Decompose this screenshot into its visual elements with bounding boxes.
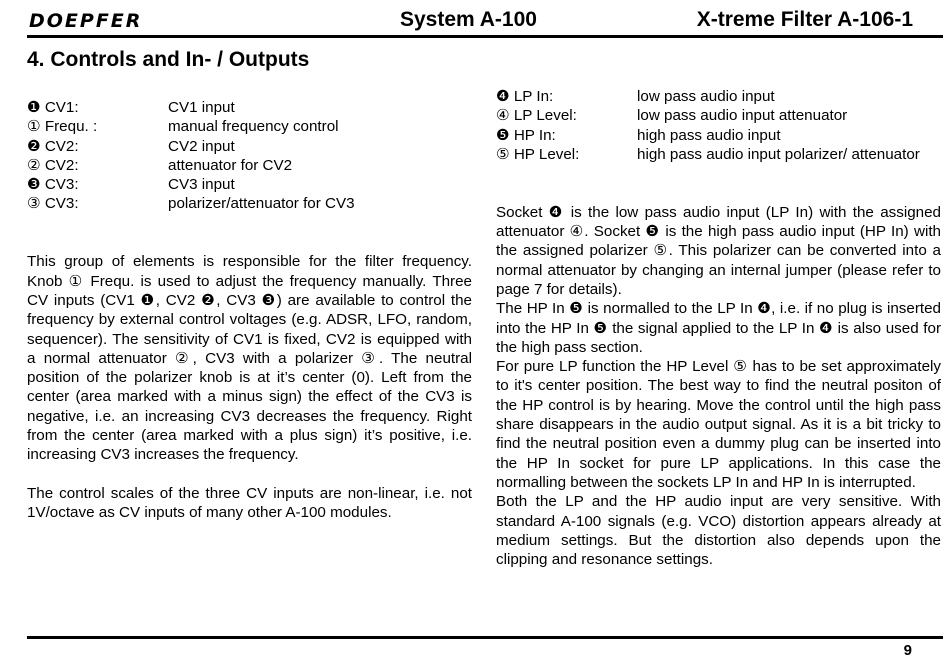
page-header: [27, 4, 943, 38]
control-row: [496, 126, 941, 145]
control-term: ❷ CV2:: [27, 137, 79, 155]
model-title: X-treme Filter A-106-1: [696, 8, 913, 31]
control-row: [27, 194, 472, 213]
normalling-paragraph: The HP In ❺ is normalled to the LP In ❹, i.e. if no plug is inserted into the HP In ❺ the signal applied to the LP In ❹ is also used for the high pass section.: [496, 300, 941, 356]
control-desc: CV3 input: [168, 176, 235, 194]
control-desc: CV2 input: [168, 137, 235, 155]
control-desc: CV1 input: [168, 99, 235, 116]
control-desc: attenuator for CV2: [168, 156, 293, 174]
scales-paragraph: The control scales of the three CV inputs are non-linear, i.e. not 1V/octave as CV inputs of many other A-100 modules.: [27, 484, 472, 522]
header-rule: [27, 35, 943, 38]
system-title: System A-100: [400, 8, 537, 31]
control-term: ❺ HP In:: [496, 126, 556, 144]
section-title: 4. Controls and In- / Outputs: [27, 48, 310, 71]
left-controls-list: [27, 98, 472, 214]
control-term: ⑤ HP Level:: [496, 145, 580, 163]
footer-rule: [27, 636, 943, 639]
control-desc: low pass audio input attenuator: [637, 107, 848, 125]
frequency-paragraph: This group of elements is responsible for the filter frequency. Knob ① Frequ. is used to adjust the frequency manually. Three CV inputs (CV1 ❶, CV2 ❷, CV3 ❸) are available to control the frequency by external control voltages (e.g. ADSR, LFO, random, sequencer). The sensitivity of CV1 is fixed, CV2 is equipped with a normal attenuator ②, CV3 with a polarizer ③. The neutral position of the polarizer knob is at it’s center (0). Left from the center (area marked with a minus sign) the effect of the CV3 is negative, i.e. an increasing CV3 decreases the frequency. Right from the center (area marked with a plus sign) it’s positive, i.e. increasing CV3 increases the frequency.: [27, 253, 472, 464]
brand-logo: DOEPFER: [29, 10, 143, 32]
right-controls-list: [496, 87, 941, 164]
control-term: ❹ LP In:: [496, 88, 554, 105]
control-row: [27, 156, 472, 175]
control-term: ④ LP Level:: [496, 107, 577, 125]
control-desc: polarizer/attenuator for CV3: [168, 195, 355, 213]
control-term: ❶ CV1:: [27, 99, 79, 116]
sensitivity-paragraph: Both the LP and the HP audio input are very sensitive. With standard A-100 signals (e.g. VCO) distortion appears already at medium settings. But the distortion also depends upon the clipping and resonance settings.: [496, 493, 941, 569]
control-desc: manual frequency control: [168, 118, 339, 136]
control-row: [27, 175, 472, 194]
page-number: 9: [903, 642, 912, 659]
control-row: [496, 87, 941, 106]
control-term: ③ CV3:: [27, 195, 79, 213]
control-desc: low pass audio input: [637, 88, 775, 105]
control-row: [496, 145, 941, 164]
right-column: [496, 87, 941, 569]
control-term: ① Frequ. :: [27, 118, 98, 136]
control-term: ❸ CV3:: [27, 176, 79, 194]
control-row: [496, 106, 941, 125]
sockets-paragraph: Socket ❹ is the low pass audio input (LP In) with the assigned attenuator ④. Socket ❺ is the high pass audio input (HP In) with the assigned polarizer ⑤. This polarizer can be converted into a normal attenuator by changing an internal jumper (please refer to page 7 for details).: [496, 203, 941, 298]
lp-function-paragraph: For pure LP function the HP Level ⑤ has to be set approximately to it's center position. The best way to find the neutral positon of the HP control is by hearing. Move the control until the high pass share disappears in the audio output signal. As it is a bit tricky to find the neutral position even a dummy plug can be inserted into the HP In socket for pure LP applications. In this case the normalling between the sockets LP In and HP In is interrupted.: [496, 358, 941, 491]
control-term: ② CV2:: [27, 156, 79, 174]
left-column: [27, 98, 472, 523]
control-desc: high pass audio input polarizer/ attenuator: [637, 145, 920, 163]
control-desc: high pass audio input: [637, 126, 781, 144]
control-row: [27, 117, 472, 136]
control-row: [27, 137, 472, 156]
control-row: [27, 98, 472, 117]
